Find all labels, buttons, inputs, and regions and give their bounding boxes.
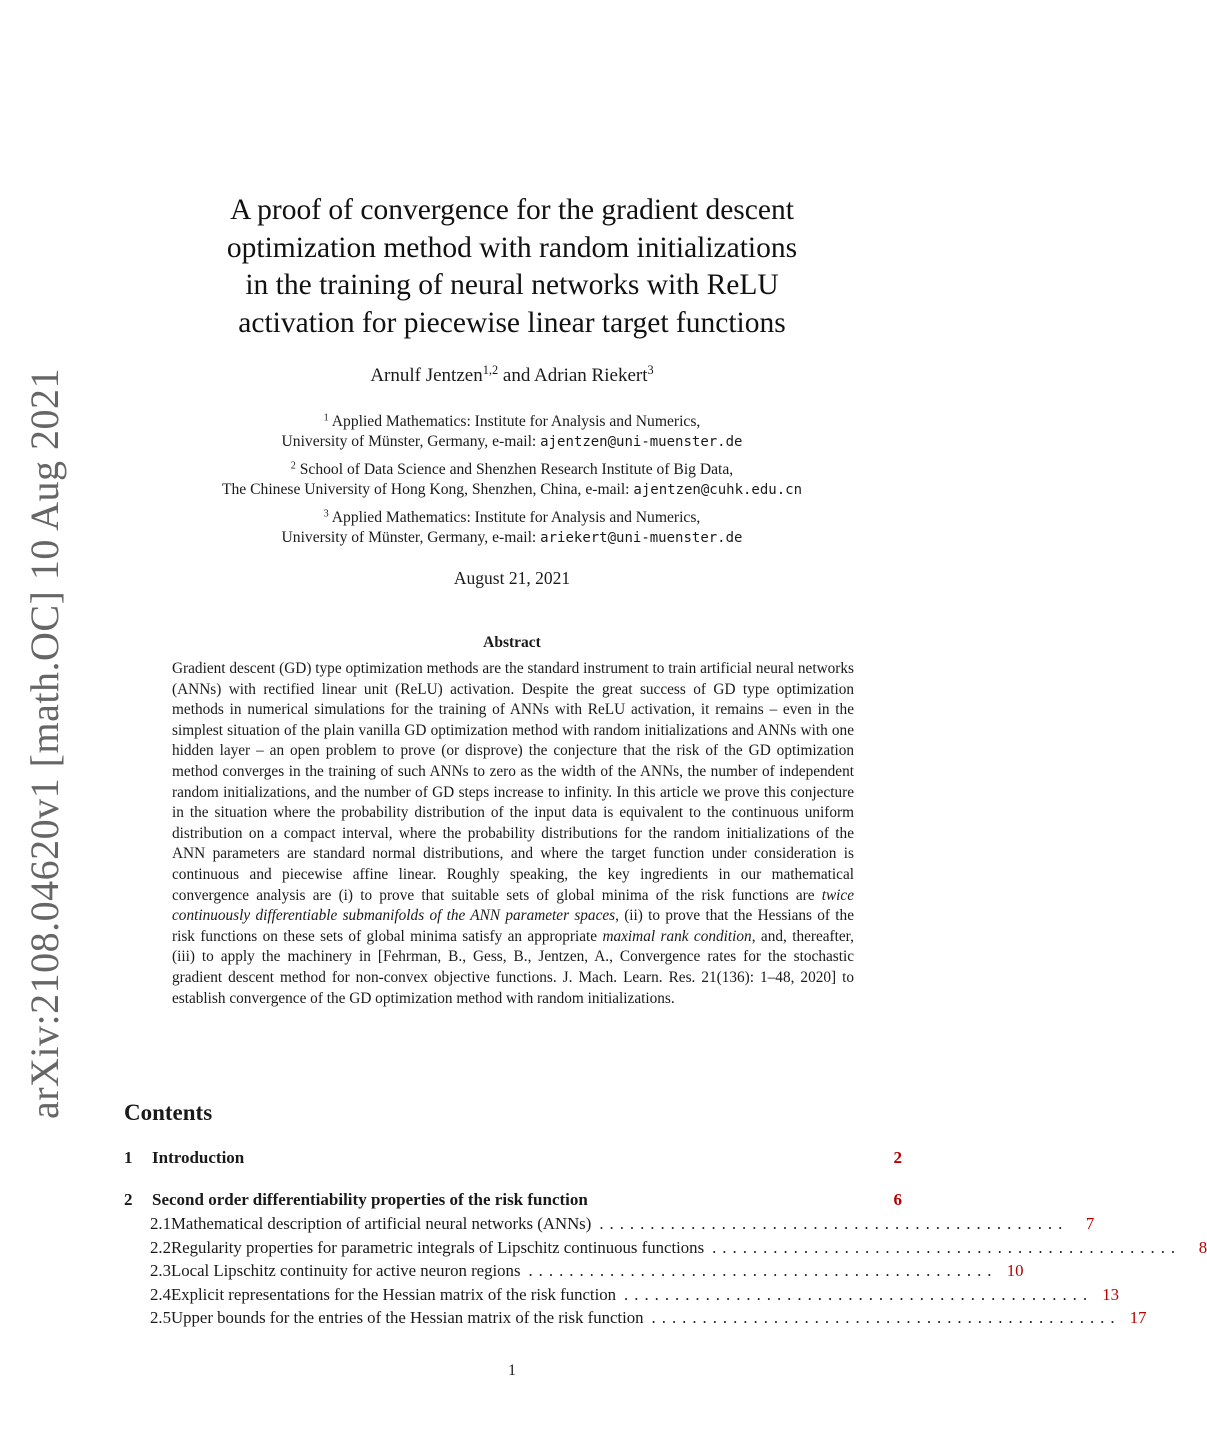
- affiliation-1: [120, 412, 904, 452]
- toc-subsection-title: Mathematical description of artificial neural networks (ANNs): [170, 1214, 592, 1233]
- toc-leader-dots: ..............................................: [712, 1237, 1182, 1257]
- author-conjunction: and: [498, 365, 535, 386]
- toc-subsection-number: 2.1: [150, 1214, 171, 1233]
- author-name: Adrian Riekert: [534, 365, 648, 386]
- title-line: activation for piecewise linear target functions: [238, 306, 786, 339]
- paper-title: [150, 192, 874, 342]
- toc-subsection-title: Local Lipschitz continuity for active neuron regions: [170, 1261, 521, 1280]
- page-number: 1: [508, 1362, 516, 1379]
- toc-page-link[interactable]: 2: [893, 1148, 902, 1167]
- toc-subsection-title: Explicit representations for the Hessian matrix of the risk function: [170, 1284, 617, 1304]
- affiliation-2: [120, 460, 904, 500]
- toc-page-link[interactable]: 17: [1129, 1308, 1147, 1327]
- toc-leader-dots: ..............................................: [651, 1308, 1121, 1327]
- toc-page-link[interactable]: 10: [1006, 1261, 1024, 1280]
- toc-spacer: [124, 1172, 902, 1190]
- affiliation-text: Applied Mathematics: Institute for Analysis and Numerics,: [328, 509, 701, 526]
- toc-leader-dots: ..............................................: [599, 1214, 1069, 1233]
- title-line: in the training of neural networks with ReLU: [245, 269, 779, 301]
- affiliation-text: University of Münster, Germany, e-mail:: [281, 528, 541, 546]
- author-name: Arnulf Jentzen: [370, 365, 483, 386]
- email-link[interactable]: ajentzen@cuhk.edu.cn: [633, 481, 802, 498]
- author-affiliation-mark: 3: [647, 363, 654, 378]
- toc-page-link[interactable]: 13: [1102, 1284, 1120, 1304]
- abstract-emphasis: twice continuously differentiable submanifolds of the ANN parameter spaces: [172, 886, 854, 925]
- toc-leader-dots: ..............................................: [624, 1284, 1094, 1304]
- affiliation-mark: 2: [290, 460, 296, 472]
- toc-subsection-number: 2.2: [150, 1237, 171, 1257]
- toc-subsection[interactable]: [124, 1237, 1207, 1262]
- toc-subsection[interactable]: [124, 1214, 1095, 1238]
- email-link[interactable]: ajentzen@uni-muenster.de: [540, 433, 743, 450]
- abstract-text: , (ii) to prove that the Hessians of the risk functions on these sets of global minima satisfy an appropriate: [172, 907, 854, 945]
- toc-subsection[interactable]: [124, 1261, 1024, 1285]
- table-of-contents: [124, 1148, 1207, 1332]
- toc-page-link[interactable]: 6: [893, 1190, 902, 1209]
- toc-subsection[interactable]: [124, 1308, 1147, 1332]
- affiliation-text: The Chinese University of Hong Kong, Shenzhen, China, e-mail:: [221, 480, 634, 498]
- affiliation-mark: 1: [323, 412, 329, 424]
- toc-page-link[interactable]: 8: [1198, 1237, 1207, 1257]
- toc-section[interactable]: [124, 1148, 902, 1172]
- affiliation-3: [120, 508, 904, 548]
- toc-subsection-title: Regularity properties for parametric integrals of Lipschitz continuous functions: [170, 1237, 705, 1257]
- toc-section-number: 2: [124, 1190, 133, 1209]
- email-link[interactable]: ariekert@uni-muenster.de: [540, 529, 743, 546]
- toc-section-number: 1: [124, 1148, 133, 1167]
- affiliation-text: School of Data Science and Shenzhen Research Institute of Big Data,: [295, 461, 734, 478]
- toc-subsection-number: 2.5: [150, 1308, 171, 1327]
- title-line: A proof of convergence for the gradient descent: [230, 194, 794, 226]
- authors: [150, 365, 874, 387]
- toc-section-title: Second order differentiability properties of the risk function: [152, 1190, 588, 1209]
- toc-page-link[interactable]: 7: [1085, 1214, 1095, 1233]
- toc-subsection-number: 2.4: [150, 1284, 171, 1304]
- abstract-body: [172, 659, 854, 1009]
- toc-section-title: Introduction: [152, 1148, 245, 1167]
- toc-subsection-number: 2.3: [150, 1261, 171, 1280]
- abstract-heading: Abstract: [483, 634, 541, 651]
- arxiv-stamp: [18, 367, 72, 1119]
- toc-subsection-title: Upper bounds for the entries of the Hessian matrix of the risk function: [170, 1308, 644, 1327]
- arxiv-stamp-text: arXiv:2108.04620v1 [math.OC] 10 Aug 2021: [22, 367, 68, 1119]
- toc-section[interactable]: [124, 1190, 902, 1214]
- title-line: optimization method with random initializations: [226, 231, 798, 264]
- author-affiliation-mark: 1,2: [482, 363, 499, 378]
- toc-leader-dots: ..............................................: [528, 1261, 998, 1280]
- affiliation-mark: 3: [323, 508, 329, 520]
- paper-date: August 21, 2021: [453, 568, 571, 588]
- abstract-emphasis: maximal rank condition: [602, 927, 752, 945]
- contents-heading: Contents: [124, 1100, 213, 1125]
- affiliation-text: Applied Mathematics: Institute for Analysis and Numerics,: [328, 413, 701, 430]
- toc-subsection[interactable]: [124, 1284, 1120, 1309]
- abstract-text: Gradient descent (GD) type optimization methods are the standard instrument to train artificial neural networks (ANNs) with rectified linear unit (ReLU) activation. Despite the great success of GD type optimization methods in numerical simulations for the training of ANNs with ReLU activation, it remains – even in the simplest situation of the plain vanilla GD optimization method with random initializations and ANNs with one hidden layer – an open problem to prove (or disprove) the conjecture that the risk of the GD optimization method converges in the training of such ANNs to zero as the width of the ANNs, the number of independent random initializations, and the number of GD steps increase to infinity. In this article we prove this conjecture in the situation where the probability distribution of the input data is equivalent to the continuous uniform distribution on a compact interval, where the probability distributions for the random initializations of the ANN parameters are standard normal distributions, and where the target function under consideration is continuous and piecewise affine linear. Roughly speaking, the key ingredients in our mathematical convergence analysis are (i) to prove that suitable sets of global minima of the risk functions are: [172, 660, 854, 904]
- abstract-text: , and, thereafter, (iii) to apply the machinery in [Fehrman, B., Gess, B., Jentzen, A., Convergence rates for the stochastic gradient descent method for non-convex objective functions. J. Mach. Learn. Res. 21(136): 1–48, 2020] to establish convergence of the GD optimization method with random initializations.: [172, 927, 854, 1007]
- affiliation-text: University of Münster, Germany, e-mail:: [281, 432, 541, 450]
